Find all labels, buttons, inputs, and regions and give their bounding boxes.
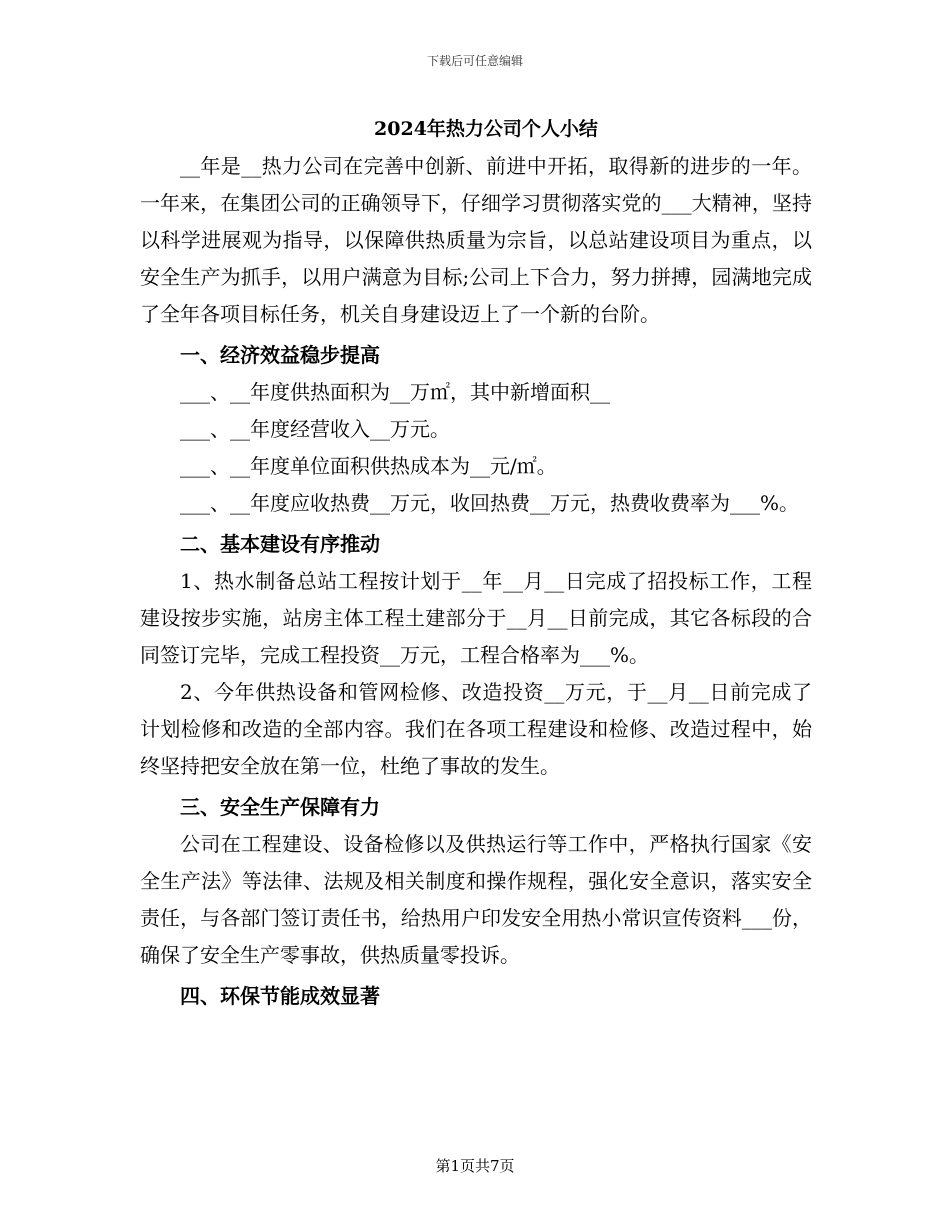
header-note: 下载后可任意编辑 bbox=[426, 54, 523, 68]
section-2-paragraph-2: 2、今年供热设备和管网检修、改造投资__万元，于__月__日前完成了计划检修和改造的全部内容。我们在各项工程建设和检修、改造过程中，始终坚持把安全放在第一位，杜绝了事故的发生。 bbox=[140, 680, 812, 778]
document-title: 2024年热力公司个人小结 bbox=[374, 118, 598, 140]
section-1-item-4: ___、__年度应收热费__万元，收回热费__万元，热费收费率为___%。 bbox=[180, 491, 800, 515]
document-body bbox=[140, 110, 812, 1015]
section-2-paragraph-1: 1、热水制备总站工程按计划于__年__月__日完成了招投标工作，工程建设按步实施，站房主体工程土建部分于__月__日前完成，其它各标段的合同签订完毕，完成工程投资__万元，工程合格率为___%。 bbox=[140, 569, 812, 667]
section-1-item-1: ___、__年度供热面积为__万㎡，其中新增面积__ bbox=[180, 380, 610, 404]
section-1-item-3: ___、__年度单位面积供热成本为__元/㎡。 bbox=[180, 454, 557, 478]
section-4-heading: 四、环保节能成效显著 bbox=[180, 984, 380, 1008]
section-1-item-2: ___、__年度经营收入__万元。 bbox=[180, 417, 450, 441]
section-2-heading: 二、基本建设有序推动 bbox=[180, 532, 380, 556]
section-3-paragraph-1: 公司在工程建设、设备检修以及供热运行等工作中，严格执行国家《安全生产法》等法律、法规及相关制度和操作规程，强化安全意识，落实安全责任，与各部门签订责任书，给热用户印发安全用热小常识宣传资料___份，确保了安全生产零事故，供热质量零投诉。 bbox=[140, 832, 812, 967]
page-indicator: 第1页共7页 bbox=[435, 1157, 515, 1175]
section-3-heading: 三、安全生产保障有力 bbox=[180, 795, 380, 819]
intro-paragraph: __年是__热力公司在完善中创新、前进中开拓，取得新的进步的一年。一年来，在集团公司的正确领导下，仔细学习贯彻落实党的___大精神，坚持以科学进展观为指导，以保障供热质量为宗旨，以总站建设项目为重点，以安全生产为抓手，以用户满意为目标;公司上下合力，努力拼搏，园满地完成了全年各项目标任务，机关自身建设迈上了一个新的台阶。 bbox=[140, 154, 812, 326]
section-1-heading: 一、经济效益稳步提高 bbox=[180, 343, 380, 367]
